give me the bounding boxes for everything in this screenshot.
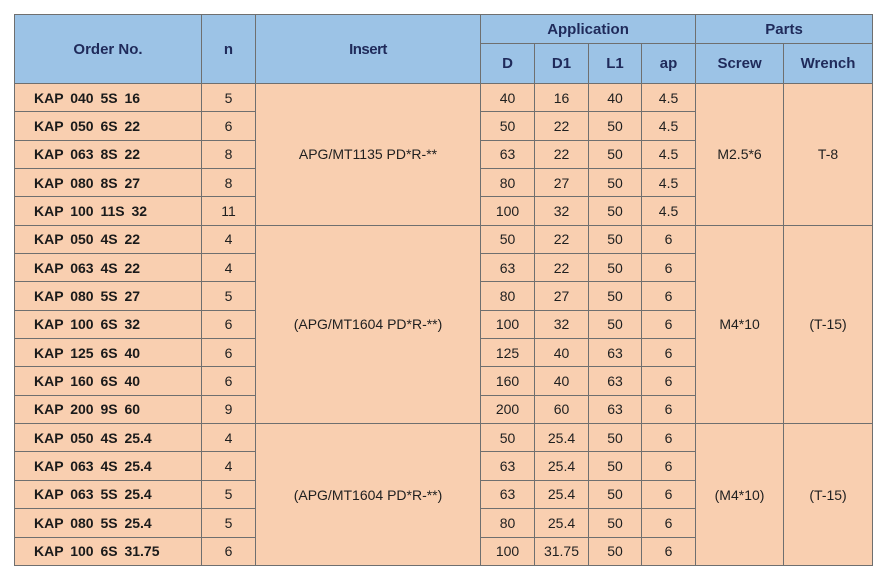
d-cell: 80 [481,282,535,310]
header-order-no: Order No. [15,15,202,84]
d1-cell: 60 [535,395,589,423]
header-parts: Parts [696,15,873,44]
d-cell: 200 [481,395,535,423]
screw-cell: M4*10 [696,225,784,423]
n-cell: 5 [202,509,256,537]
d-cell: 80 [481,169,535,197]
d-cell: 125 [481,339,535,367]
order-no-cell: KAP 100 6S 32 [15,310,202,338]
header-d: D [481,44,535,84]
header-screw: Screw [696,44,784,84]
order-no-cell: KAP 080 5S 27 [15,282,202,310]
n-cell: 8 [202,169,256,197]
order-no-cell: KAP 100 11S 32 [15,197,202,225]
d-cell: 63 [481,140,535,168]
spec-table [14,14,873,566]
insert-cell: (APG/MT1604 PD*R-**) [256,424,481,566]
l1-cell: 50 [589,424,642,452]
d1-cell: 25.4 [535,480,589,508]
ap-cell: 4.5 [642,84,696,112]
d1-cell: 25.4 [535,452,589,480]
ap-cell: 6 [642,509,696,537]
l1-cell: 63 [589,367,642,395]
order-no-cell: KAP 160 6S 40 [15,367,202,395]
table-header [15,15,873,84]
ap-cell: 6 [642,254,696,282]
d1-cell: 27 [535,282,589,310]
d1-cell: 16 [535,84,589,112]
n-cell: 6 [202,339,256,367]
header-wrench: Wrench [784,44,873,84]
header-n: n [202,15,256,84]
l1-cell: 50 [589,225,642,253]
l1-cell: 50 [589,197,642,225]
d-cell: 100 [481,197,535,225]
d1-cell: 32 [535,197,589,225]
wrench-cell: (T-15) [784,225,873,423]
order-no-cell: KAP 200 9S 60 [15,395,202,423]
d1-cell: 25.4 [535,509,589,537]
n-cell: 4 [202,424,256,452]
n-cell: 11 [202,197,256,225]
order-no-cell: KAP 080 5S 25.4 [15,509,202,537]
order-no-cell: KAP 063 4S 22 [15,254,202,282]
l1-cell: 50 [589,480,642,508]
wrench-cell: (T-15) [784,424,873,566]
header-ap: ap [642,44,696,84]
n-cell: 5 [202,84,256,112]
d1-cell: 22 [535,254,589,282]
order-no-cell: KAP 050 4S 25.4 [15,424,202,452]
d-cell: 100 [481,310,535,338]
n-cell: 4 [202,225,256,253]
ap-cell: 6 [642,339,696,367]
l1-cell: 50 [589,537,642,566]
table-row [15,225,873,253]
d-cell: 100 [481,537,535,566]
l1-cell: 50 [589,140,642,168]
n-cell: 8 [202,140,256,168]
d-cell: 40 [481,84,535,112]
l1-cell: 50 [589,112,642,140]
l1-cell: 50 [589,282,642,310]
n-cell: 6 [202,310,256,338]
header-l1: L1 [589,44,642,84]
header-d1: D1 [535,44,589,84]
ap-cell: 6 [642,395,696,423]
insert-cell: APG/MT1135 PD*R-** [256,84,481,226]
order-no-cell: KAP 040 5S 16 [15,84,202,112]
table-row [15,84,873,112]
wrench-cell: T-8 [784,84,873,226]
ap-cell: 6 [642,452,696,480]
d1-cell: 31.75 [535,537,589,566]
d-cell: 50 [481,112,535,140]
table-row [15,424,873,452]
ap-cell: 4.5 [642,140,696,168]
d1-cell: 22 [535,225,589,253]
d1-cell: 40 [535,367,589,395]
ap-cell: 6 [642,310,696,338]
order-no-cell: KAP 063 5S 25.4 [15,480,202,508]
d1-cell: 27 [535,169,589,197]
screw-cell: (M4*10) [696,424,784,566]
n-cell: 9 [202,395,256,423]
header-insert: Insert [256,15,481,84]
d1-cell: 32 [535,310,589,338]
l1-cell: 50 [589,310,642,338]
l1-cell: 50 [589,509,642,537]
order-no-cell: KAP 050 6S 22 [15,112,202,140]
ap-cell: 4.5 [642,169,696,197]
table-body [15,84,873,566]
ap-cell: 6 [642,480,696,508]
ap-cell: 6 [642,282,696,310]
ap-cell: 6 [642,225,696,253]
screw-cell: M2.5*6 [696,84,784,226]
order-no-cell: KAP 063 8S 22 [15,140,202,168]
d-cell: 50 [481,225,535,253]
ap-cell: 6 [642,537,696,566]
n-cell: 6 [202,367,256,395]
header-application: Application [481,15,696,44]
n-cell: 4 [202,254,256,282]
ap-cell: 6 [642,367,696,395]
d-cell: 63 [481,452,535,480]
order-no-cell: KAP 100 6S 31.75 [15,537,202,566]
n-cell: 4 [202,452,256,480]
ap-cell: 4.5 [642,112,696,140]
n-cell: 6 [202,112,256,140]
n-cell: 5 [202,480,256,508]
insert-cell: (APG/MT1604 PD*R-**) [256,225,481,423]
ap-cell: 6 [642,424,696,452]
d-cell: 63 [481,480,535,508]
l1-cell: 40 [589,84,642,112]
order-no-cell: KAP 063 4S 25.4 [15,452,202,480]
d1-cell: 22 [535,112,589,140]
ap-cell: 4.5 [642,197,696,225]
d-cell: 63 [481,254,535,282]
n-cell: 5 [202,282,256,310]
order-no-cell: KAP 050 4S 22 [15,225,202,253]
order-no-cell: KAP 080 8S 27 [15,169,202,197]
d1-cell: 25.4 [535,424,589,452]
d1-cell: 40 [535,339,589,367]
l1-cell: 50 [589,452,642,480]
d-cell: 50 [481,424,535,452]
l1-cell: 63 [589,395,642,423]
l1-cell: 50 [589,254,642,282]
order-no-cell: KAP 125 6S 40 [15,339,202,367]
l1-cell: 50 [589,169,642,197]
d-cell: 80 [481,509,535,537]
n-cell: 6 [202,537,256,566]
d-cell: 160 [481,367,535,395]
l1-cell: 63 [589,339,642,367]
d1-cell: 22 [535,140,589,168]
